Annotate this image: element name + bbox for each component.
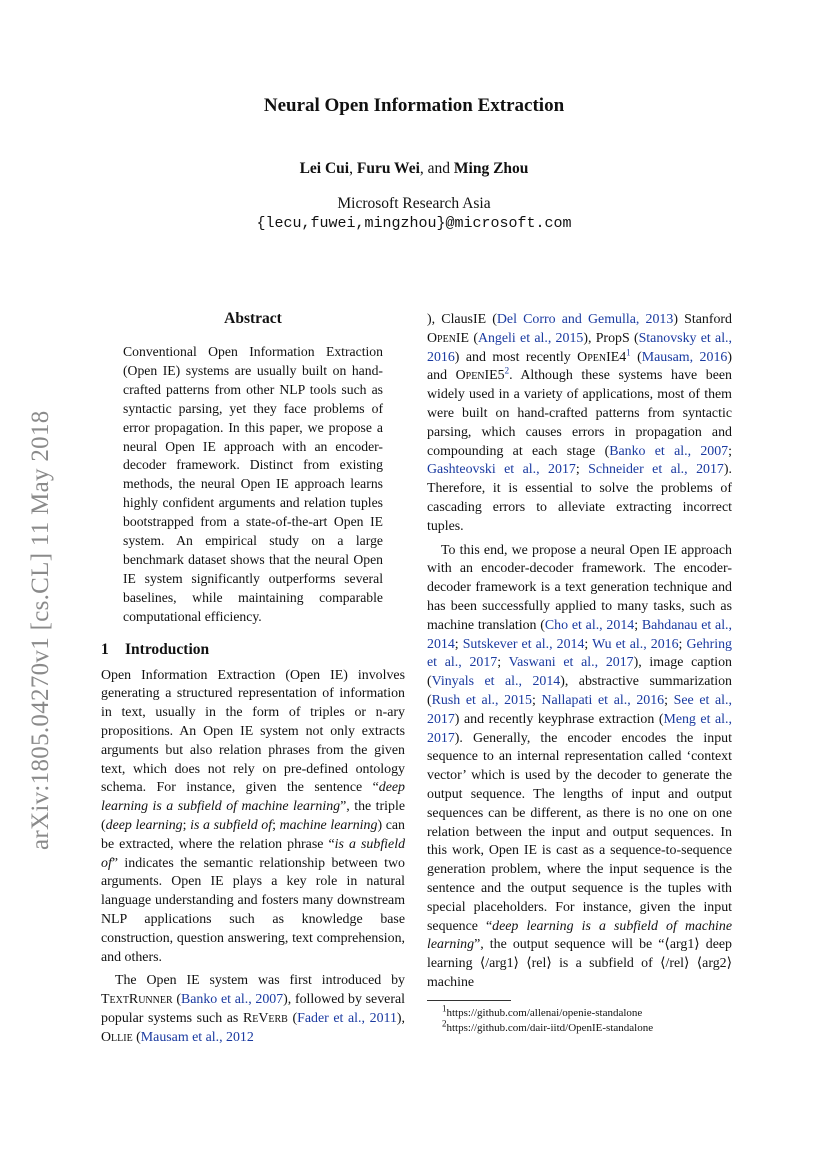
affiliation: Microsoft Research Asia [337,195,491,212]
intro-paragraph-2-continued: ), ClausIE (Del Corro and Gemulla, 2013) Stanford OpenIE (Angeli et al., 2015), PropS (Stanovsky et al., 2016) and most recently OpenIE4$^1$ (Mausam, 2016) and OpenIE5$^2$. Although these systems have been widely used in a variety of applications, most of them were built on hand-crafted patterns from syntactic parsing, which causes errors in propagation and compounding at each stage (Banko et al., 2007; Gashteovski et al., 2017; Schneider et al., 2017). Therefore, it is essential to solve the problems of cascading errors to alleviate extracting incorrect tuples. [427,312,732,534]
section-heading-introduction [101,641,405,659]
citation-link[interactable]: Banko et al., 2007 [609,443,729,459]
footnote-1 [427,1003,732,1021]
section-title: Introduction [125,640,210,658]
footnote-mark: 1 [442,1003,447,1014]
citation-link[interactable]: Del Corro and Gemulla, 2013 [496,312,674,327]
author-list: Lei Cui, Furu Wei, and Ming Zhou [299,160,529,177]
citation-link[interactable]: Schneider et al., 2017 [588,462,724,478]
citation-link[interactable]: Nallapati et al., 2016 [541,692,665,708]
citation-link[interactable]: Banko et al., 2007 [180,992,284,1008]
citation-link[interactable]: Stanovsky et al., 2016 [427,330,732,365]
author-name: Furu Wei [356,160,420,177]
citation-link[interactable]: Sutskever et al., 2014 [462,636,585,652]
footnote-url[interactable]: https://github.com/allenai/openie-standalone [446,1006,643,1019]
footnote-divider [427,1000,511,1001]
citation-link[interactable]: Mausam et al., 2012 [140,1029,254,1045]
footnote-2 [427,1018,732,1036]
citation-link[interactable]: Meng et al., 2017 [427,711,732,746]
citation-link[interactable]: Angeli et al., 2015 [477,330,584,346]
citation-link[interactable]: Gashteovski et al., 2017 [427,462,576,478]
abstract-text: Conventional Open Information Extraction (Open IE) systems are usually built on hand-crafted patterns from other NLP tools such as syntactic parsing, yet they face problems of error propagation. In this paper, we propose a neural Open IE approach with an encoder-decoder framework. Distinct from existing methods, the neural Open IE approach learns highly confident arguments and relation tuples bootstrapped from a state-of-the-art Open IE system. An empirical study on a large benchmark dataset shows that the neural Open IE system significantly outperforms several baselines, while maintaining comparable computational efficiency. [123,344,383,624]
citation-link[interactable]: Fader et al., 2011 [297,1010,397,1026]
citation-link[interactable]: Vaswani et al., 2017 [508,655,634,671]
citation-link[interactable]: Vinyals et al., 2014 [431,674,561,690]
citation-link[interactable]: Gehring et al., 2017 [427,636,732,671]
citation-link[interactable]: Wu et al., 2016 [592,636,679,652]
footnote-marker[interactable]: 2 [504,365,510,376]
citation-link[interactable]: Bahdanau et al., 2014 [427,617,732,652]
right-column [427,311,732,1036]
section-number: 1 [101,640,109,658]
paper-title: Neural Open Information Extraction [263,95,565,116]
author-name: Ming Zhou [453,160,529,177]
footnote-mark: 2 [442,1018,447,1029]
footnote-marker[interactable]: 1 [626,346,631,357]
abstract-heading: Abstract [224,310,282,327]
author-email: {lecu,fuwei,mingzhou}@microsoft.com [256,215,572,232]
intro-paragraph-2: The Open IE system was first introduced by TextRunner (Banko et al., 2007), followed by several popular systems such as ReVerb (Fader et al., 2011), Ollie (Mausam et al., 2012 [101,973,405,1045]
citation-link[interactable]: See et al., 2017 [427,692,732,727]
citation-link[interactable]: Rush et al., 2015 [431,692,532,708]
left-column [101,310,405,1048]
citation-link[interactable]: Mausam, 2016 [641,349,728,365]
author-name: Lei Cui [299,160,350,177]
footnote-url[interactable]: https://github.com/dair-iitd/OpenIE-standalone [446,1021,654,1034]
arxiv-identifier-stamp: arXiv:1805.04270v1 [cs.CL] 11 May 2018 [27,410,54,850]
citation-link[interactable]: Cho et al., 2014 [544,617,635,633]
intro-paragraph-3: To this end, we propose a neural Open IE approach with an encoder-decoder framework. The encoder-decoder framework is a text generation technique and has been successfully applied to many tasks, such as machine translation (Cho et al., 2014; Bahdanau et al., 2014; Sutskever et al., 2014; Wu et al., 2016; Gehring et al., 2017; Vaswani et al., 2017), image caption (Vinyals et al., 2014), abstractive summarization (Rush et al., 2015; Nallapati et al., 2016; See et al., 2017) and recently keyphrase extraction (Meng et al., 2017). Generally, the encoder encodes the input sequence to an internal representation called ‘context vector’ which is used by the decoder to generate the output sequence. The lengths of input and output sequences can be different, as there is no one on one relation between the input and output sequences. In this work, Open IE is cast as a sequence-to-sequence generation problem, where the input sequence is the sentence and the output sequence is the tuples with special placeholders. For instance, given the input sequence “deep learning is a subfield of machine learning”, the output sequence will be “⟨arg1⟩ deep learning ⟨/arg1⟩ ⟨rel⟩ is a subfield of ⟨/rel⟩ ⟨arg2⟩ machine [427,542,732,990]
intro-paragraph-1: Open Information Extraction (Open IE) involves generating a structured representation of information in text, usually in the form of triples or n-ary propositions. An Open IE system not only extracts arguments but also relation phrases from the given text, which does not rely on pre-defined ontology schema. For instance, given the sentence “deep learning is a subfield of machine learning”, the triple (deep learning; is a subfield of; machine learning) can be extracted, where the relation phrase “is a subfield of” indicates the semantic relationship between two arguments. Open IE plays a key role in natural language understanding and fosters many downstream NLP applications such as knowledge base construction, question answering, text comprehension, and others. [101,667,406,965]
